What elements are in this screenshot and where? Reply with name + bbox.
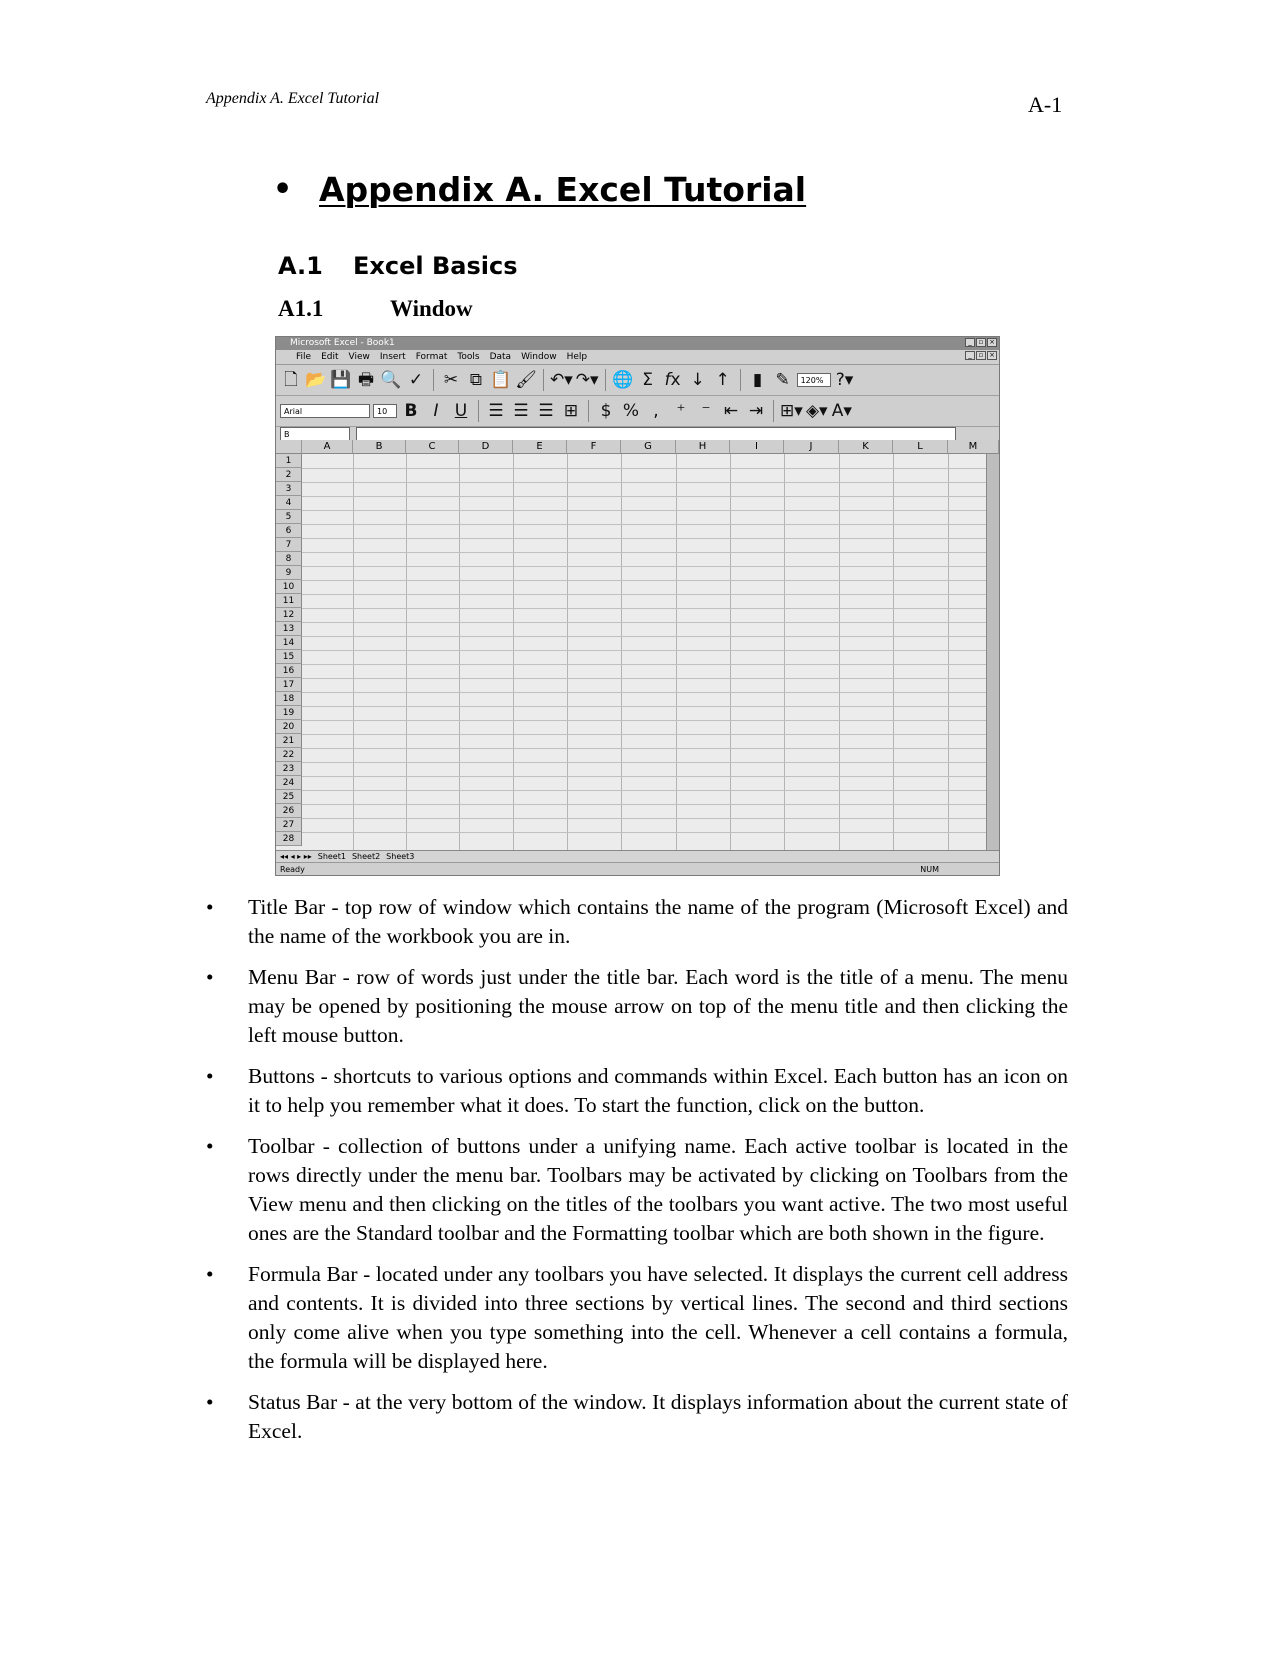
- chart-wizard-icon[interactable]: ▮: [752, 370, 763, 390]
- grid-line: [302, 566, 986, 567]
- autosum-icon[interactable]: Σ: [642, 370, 653, 390]
- row-header[interactable]: 1: [276, 454, 302, 468]
- grid-line: [302, 552, 986, 553]
- currency-icon[interactable]: $: [600, 401, 612, 421]
- print-icon[interactable]: 🖶: [357, 370, 375, 390]
- list-bullet: •: [206, 1064, 214, 1088]
- grid-line: [302, 734, 986, 735]
- column-header[interactable]: L: [893, 440, 948, 454]
- standard-toolbar: [276, 365, 999, 396]
- list-item: [206, 893, 1068, 951]
- row-header[interactable]: 9: [276, 566, 302, 580]
- font-name-box[interactable]: Arial: [280, 404, 370, 418]
- list-bullet: •: [206, 895, 214, 919]
- column-header[interactable]: E: [513, 440, 567, 454]
- select-all-corner[interactable]: [276, 440, 302, 454]
- excel-menu-bar: [276, 350, 999, 365]
- excel-title-text: Microsoft Excel - Book1: [290, 338, 395, 348]
- grid-line: [302, 678, 986, 679]
- new-file-icon[interactable]: 🗋: [284, 370, 298, 390]
- excel-title-bar: [276, 337, 999, 350]
- list-item-text: Title Bar - top row of window which contains the name of the program (Microsoft Excel) and the name of the workbook you are in.: [248, 895, 1068, 948]
- grid-line: [302, 692, 986, 693]
- row-header[interactable]: 10: [276, 580, 302, 594]
- sheet-tab-3[interactable]: Sheet3: [386, 852, 415, 861]
- list-item: [206, 1260, 1068, 1376]
- vertical-scrollbar[interactable]: [986, 454, 999, 850]
- row-header[interactable]: 16: [276, 664, 302, 678]
- column-header[interactable]: C: [406, 440, 459, 454]
- grid-line: [302, 468, 986, 469]
- column-header[interactable]: B: [353, 440, 406, 454]
- list-bullet: •: [206, 1262, 214, 1286]
- list-item-text: Status Bar - at the very bottom of the window. It displays information about the current state of Excel.: [248, 1390, 1068, 1443]
- definition-list: [206, 893, 1068, 1458]
- help-icon[interactable]: ?▾: [835, 370, 854, 390]
- column-header[interactable]: D: [459, 440, 513, 454]
- grid-line: [302, 510, 986, 511]
- grid-line: [302, 832, 986, 833]
- status-text: Ready: [280, 865, 305, 874]
- chapter-heading: [273, 170, 806, 209]
- borders-icon[interactable]: ⊞▾: [780, 401, 803, 421]
- undo-icon[interactable]: ↶▾: [550, 370, 573, 390]
- column-header[interactable]: J: [784, 440, 839, 454]
- increase-decimal-icon[interactable]: ⁺: [676, 401, 686, 421]
- page-number: A-1: [1028, 92, 1063, 117]
- subsection-heading: [278, 296, 473, 322]
- bold-icon[interactable]: B: [404, 401, 418, 421]
- row-header[interactable]: 15: [276, 650, 302, 664]
- doc-minimize-icon[interactable]: _: [965, 351, 975, 360]
- row-header[interactable]: 28: [276, 832, 302, 846]
- row-header[interactable]: 13: [276, 622, 302, 636]
- grid-line: [302, 762, 986, 763]
- column-header[interactable]: G: [621, 440, 676, 454]
- comma-icon[interactable]: ,: [653, 401, 659, 421]
- format-painter-icon[interactable]: 🖌: [515, 370, 537, 390]
- row-header[interactable]: 25: [276, 790, 302, 804]
- formula-input[interactable]: [356, 427, 956, 441]
- menu-data[interactable]: Data: [489, 352, 512, 362]
- grid-line: [302, 818, 986, 819]
- row-header[interactable]: 3: [276, 482, 302, 496]
- close-icon[interactable]: ×: [987, 338, 997, 347]
- align-left-icon[interactable]: ☰: [488, 401, 504, 421]
- toolbar-separator: [605, 369, 606, 391]
- row-header[interactable]: 11: [276, 594, 302, 608]
- list-item: [206, 963, 1068, 1050]
- print-preview-icon[interactable]: 🔍: [380, 370, 402, 390]
- row-header[interactable]: 8: [276, 552, 302, 566]
- row-header[interactable]: 27: [276, 818, 302, 832]
- list-item: [206, 1388, 1068, 1446]
- menu-window[interactable]: Window: [521, 352, 557, 362]
- merge-center-icon[interactable]: ⊞: [563, 401, 579, 421]
- grid-line: [302, 482, 986, 483]
- row-header[interactable]: 19: [276, 706, 302, 720]
- section-heading: [278, 252, 517, 280]
- toolbar-separator: [543, 369, 544, 391]
- underline-icon[interactable]: U: [454, 401, 468, 421]
- subsection-title: Window: [390, 296, 473, 321]
- list-item-text: Buttons - shortcuts to various options and commands within Excel. Each button has an icon on it to help you remember what it does. To start the function, click on the button.: [248, 1064, 1068, 1117]
- menu-file[interactable]: File: [296, 352, 312, 362]
- row-header[interactable]: 5: [276, 510, 302, 524]
- row-header[interactable]: 23: [276, 762, 302, 776]
- grid-line: [302, 804, 986, 805]
- grid-line: [302, 636, 986, 637]
- grid-line: [302, 664, 986, 665]
- menu-view[interactable]: View: [348, 352, 370, 362]
- formatting-toolbar: [276, 396, 999, 427]
- toolbar-separator: [740, 369, 741, 391]
- web-icon[interactable]: 🌐: [611, 370, 634, 390]
- italic-icon[interactable]: I: [433, 401, 439, 421]
- grid-line: [302, 650, 986, 651]
- menu-help[interactable]: Help: [566, 352, 588, 362]
- restore-icon[interactable]: ▫: [976, 338, 986, 347]
- menu-format[interactable]: Format: [415, 352, 448, 362]
- section-number: A.1: [278, 252, 323, 280]
- worksheet-grid[interactable]: [276, 440, 999, 850]
- toolbar-separator: [773, 400, 774, 422]
- sheet-tabs-bar: [276, 850, 999, 862]
- align-right-icon[interactable]: ☰: [538, 401, 554, 421]
- doc-close-icon[interactable]: ×: [987, 351, 997, 360]
- heading-bullet: •: [273, 172, 293, 207]
- row-header[interactable]: 18: [276, 692, 302, 706]
- list-item-text: Menu Bar - row of words just under the title bar. Each word is the title of a menu. The menu may be opened by positioning the mouse arrow on top of the menu title and then clicking the left mouse button.: [248, 965, 1068, 1047]
- font-color-icon[interactable]: A▾: [831, 401, 852, 421]
- row-header[interactable]: 4: [276, 496, 302, 510]
- decrease-decimal-icon[interactable]: ⁻: [701, 401, 711, 421]
- menu-edit[interactable]: Edit: [321, 352, 339, 362]
- column-header[interactable]: I: [730, 440, 784, 454]
- cut-icon[interactable]: ✂: [443, 370, 459, 390]
- grid-line: [302, 496, 986, 497]
- column-header[interactable]: K: [839, 440, 893, 454]
- list-bullet: •: [206, 1134, 214, 1158]
- grid-line: [302, 538, 986, 539]
- list-item: [206, 1062, 1068, 1120]
- running-header: Appendix A. Excel Tutorial: [206, 90, 380, 107]
- row-header[interactable]: 21: [276, 734, 302, 748]
- grid-line: [302, 790, 986, 791]
- copy-icon[interactable]: ⧉: [469, 370, 483, 390]
- open-folder-icon[interactable]: 📂: [305, 370, 327, 390]
- toolbar-separator: [588, 400, 589, 422]
- column-header[interactable]: F: [567, 440, 621, 454]
- fill-color-icon[interactable]: ◈▾: [805, 401, 828, 421]
- list-item-text: Toolbar - collection of buttons under a unifying name. Each active toolbar is located in the rows directly under the menu bar. Toolbars may be activated by clicking on Toolbars from the View menu and then clicking on the titles of the toolbars you want active. The two most useful ones are the Standard toolbar and the Formatting toolbar which are both shown in the figure.: [248, 1134, 1068, 1245]
- toolbar-separator: [433, 369, 434, 391]
- redo-icon[interactable]: ↷▾: [575, 370, 599, 390]
- menu-tools[interactable]: Tools: [457, 352, 480, 362]
- grid-line: [302, 580, 986, 581]
- sheet-tab-1[interactable]: Sheet1: [317, 852, 346, 861]
- sheet-tab-2[interactable]: Sheet2: [351, 852, 381, 861]
- list-item-text: Formula Bar - located under any toolbars you have selected. It displays the current cell address and contents. It is divided into three sections by vertical lines. The second and third sections only come alive when you type something into the cell. Whenever a cell contains a formula, the formula will be displayed here.: [248, 1262, 1068, 1373]
- font-size-box[interactable]: 10: [373, 404, 397, 418]
- grid-line: [302, 720, 986, 721]
- name-box[interactable]: B: [280, 427, 350, 441]
- row-header[interactable]: 12: [276, 608, 302, 622]
- row-header[interactable]: 22: [276, 748, 302, 762]
- percent-icon[interactable]: %: [622, 401, 640, 421]
- list-item: [206, 1132, 1068, 1248]
- column-header[interactable]: H: [676, 440, 730, 454]
- section-title: Excel Basics: [353, 252, 518, 280]
- chapter-title: Appendix A. Excel Tutorial: [319, 170, 807, 209]
- grid-line: [302, 776, 986, 777]
- row-header[interactable]: 6: [276, 524, 302, 538]
- increase-indent-icon[interactable]: ⇥: [748, 401, 764, 421]
- toolbar-separator: [478, 400, 479, 422]
- doc-restore-icon[interactable]: ▫: [976, 351, 986, 360]
- grid-line: [302, 622, 986, 623]
- drawing-icon[interactable]: ✎: [775, 370, 790, 390]
- grid-line: [302, 608, 986, 609]
- zoom-box[interactable]: 120%: [797, 373, 831, 387]
- list-bullet: •: [206, 965, 214, 989]
- row-header[interactable]: 17: [276, 678, 302, 692]
- grid-line: [302, 524, 986, 525]
- sort-descending-icon[interactable]: ↑: [715, 370, 730, 390]
- spelling-icon[interactable]: ✓: [408, 370, 424, 390]
- save-icon[interactable]: 💾: [330, 370, 352, 390]
- function-icon[interactable]: fx: [664, 370, 681, 390]
- paste-icon[interactable]: 📋: [490, 370, 512, 390]
- grid-line: [302, 706, 986, 707]
- row-header[interactable]: 7: [276, 538, 302, 552]
- num-lock-indicator: NUM: [920, 865, 939, 874]
- row-header[interactable]: 24: [276, 776, 302, 790]
- column-header[interactable]: A: [302, 440, 353, 454]
- column-header[interactable]: M: [948, 440, 999, 454]
- grid-line: [302, 594, 986, 595]
- status-bar: [276, 862, 999, 875]
- decrease-indent-icon[interactable]: ⇤: [723, 401, 739, 421]
- minimize-icon[interactable]: _: [965, 338, 975, 347]
- grid-line: [302, 748, 986, 749]
- tab-scroll-icon[interactable]: ◂◂ ◂ ▸ ▸▸: [280, 852, 312, 861]
- align-center-icon[interactable]: ☰: [513, 401, 529, 421]
- list-bullet: •: [206, 1390, 214, 1414]
- row-header[interactable]: 26: [276, 804, 302, 818]
- subsection-number: A1.1: [278, 296, 324, 321]
- row-header[interactable]: 14: [276, 636, 302, 650]
- row-header[interactable]: 2: [276, 468, 302, 482]
- sort-ascending-icon[interactable]: ↓: [690, 370, 705, 390]
- row-header[interactable]: 20: [276, 720, 302, 734]
- menu-insert[interactable]: Insert: [379, 352, 406, 362]
- excel-window-figure: [275, 336, 1000, 876]
